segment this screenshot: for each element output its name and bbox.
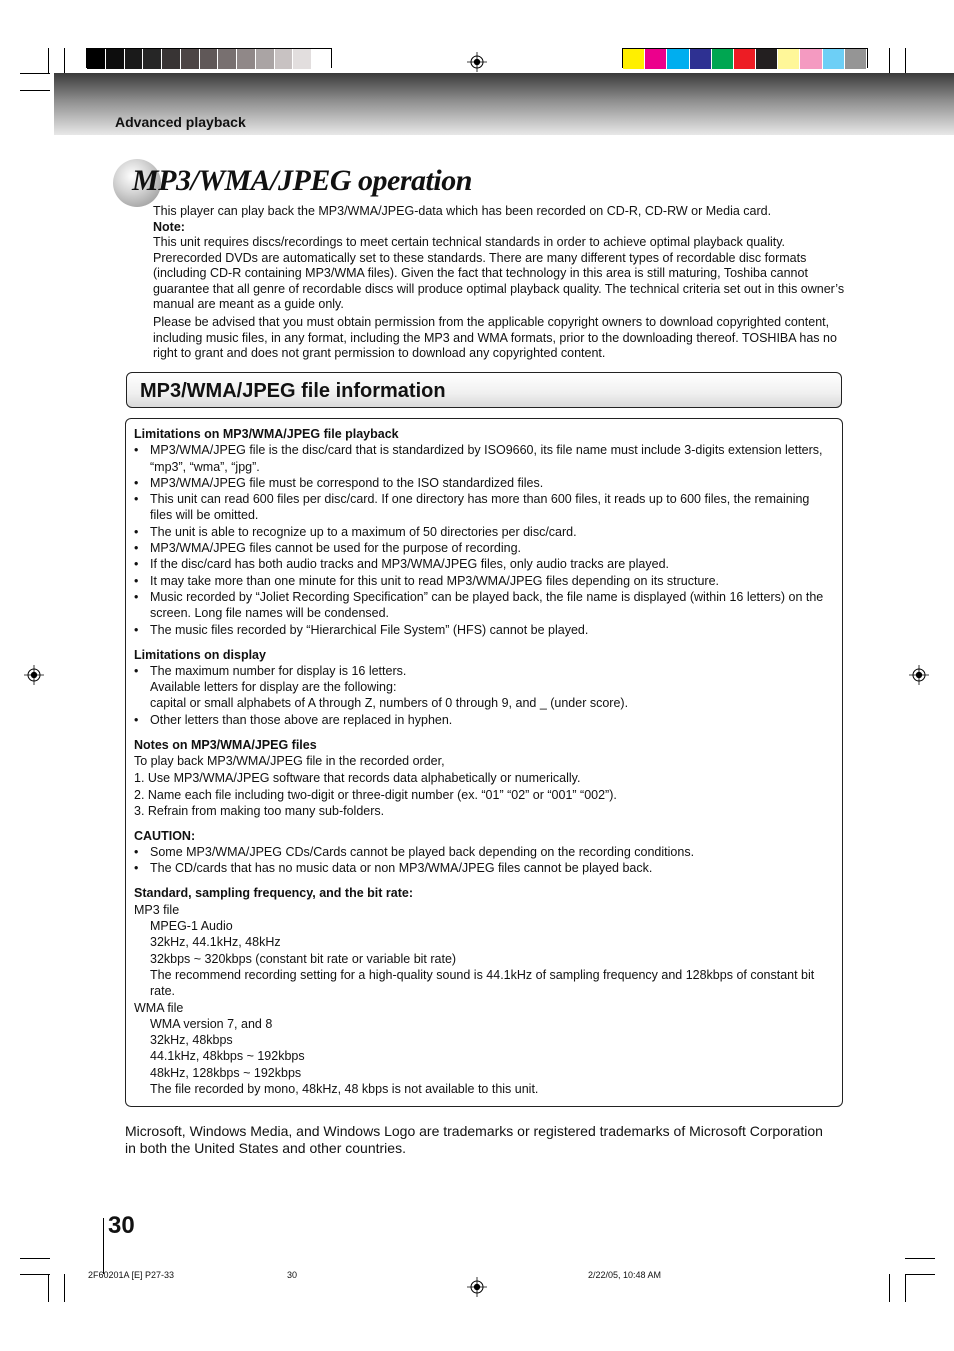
color-swatch (256, 49, 275, 69)
spec-line: 32kbps ~ 320kbps (constant bit rate or variable bit rate) (150, 951, 457, 966)
color-swatch (712, 49, 734, 69)
list-item: • MP3/WMA/JPEG file must be correspond to the ISO standardized files. (134, 475, 544, 490)
color-swatch (143, 49, 162, 69)
registration-mark-icon (467, 1277, 487, 1297)
crop-mark (64, 48, 65, 74)
color-swatch (181, 49, 200, 69)
caution-section (134, 828, 834, 877)
list-item: • The unit is able to recognize up to a maximum of 50 directories per disc/card. (134, 524, 577, 539)
intro-line: This player can play back the MP3/WMA/JPEG-data which has been recorded on CD-R, CD-RW or Media card. (153, 204, 772, 218)
section-heading: Limitations on display (134, 647, 266, 662)
list-item: • MP3/WMA/JPEG file is the disc/card that is standardized by ISO9660, its file name must include 3-digits extension letters, “mp3”, “wma”, “jpg”. (134, 443, 823, 474)
crop-mark (20, 1258, 50, 1259)
section-heading: Standard, sampling frequency, and the bit rate: (134, 886, 413, 901)
file-information-heading: MP3/WMA/JPEG file information (140, 380, 446, 402)
color-swatch (237, 49, 256, 69)
list-item: • The CD/cards that has no music data or non MP3/WMA/JPEG files cannot be played back. (134, 861, 653, 876)
spec-line: 48kHz, 128kbps ~ 192kbps (150, 1065, 302, 1080)
crop-mark (905, 1274, 906, 1302)
color-swatch (690, 49, 712, 69)
color-swatch (845, 49, 867, 69)
list-item: • It may take more than one minute for this unit to read MP3/WMA/JPEG files depending on its structure. (134, 573, 720, 588)
bullet-list (134, 442, 834, 638)
color-swatch (778, 49, 800, 69)
color-swatch (312, 49, 331, 69)
spec-line: WMA version 7, and 8 (150, 1016, 273, 1031)
color-swatch (106, 49, 125, 69)
list-item: • Other letters than those above are replaced in hyphen. (134, 712, 453, 727)
list-item: • This unit can read 600 files per disc/card. If one directory has more than 600 files, it reads up to 600 files, the remaining files will be omitted. (134, 492, 810, 523)
color-swatch (667, 49, 689, 69)
crop-mark (20, 90, 50, 91)
color-swatch (275, 49, 294, 69)
list-item: • MP3/WMA/JPEG files cannot be used for the purpose of recording. (134, 541, 522, 556)
bullet-list (134, 844, 834, 877)
page-number-rule (103, 1218, 104, 1274)
numbered-item: 1. Use MP3/WMA/JPEG software that records data alphabetically or numerically. (134, 771, 581, 786)
trademark-notice: Microsoft, Windows Media, and Windows Logo are trademarks or registered trademarks of Microsoft Corporation in both the United States and other countries. (125, 1123, 823, 1156)
list-item: • Music recorded by “Joliet Recording Specification” can be played back, the file name is displayed (within 16 letters) on the screen. Long file names will be condensed. (134, 589, 824, 621)
list-item: • If the disc/card has both audio tracks and MP3/WMA/JPEG files, only audio tracks are played. (134, 557, 669, 572)
bullet-list (134, 663, 834, 728)
standard-section (134, 885, 834, 1097)
spec-line: 44.1kHz, 48kbps ~ 192kbps (150, 1049, 305, 1064)
color-swatch (200, 49, 219, 69)
footer-timestamp: 2/22/05, 10:48 AM (588, 1270, 662, 1280)
grayscale-calibration-bar (86, 48, 332, 68)
numbered-item: 2. Name each file including two-digit or three-digit number (ex. “01” “02” or “001” “002”). (134, 787, 617, 802)
limitations-display-section (134, 647, 834, 728)
color-swatch (800, 49, 822, 69)
limitations-playback-section (134, 426, 834, 638)
color-swatch (125, 49, 144, 69)
file-information-heading-box (126, 372, 842, 408)
note-paragraph: Please be advised that you must obtain permission from the applicable copyright owners to download copyrighted content, including music files, in any format, including the MP3 and WMA formats, prior to the downloading thereof. TOSHIBA has no right to grant and does not grant permission to download any copyrighted content. (153, 314, 837, 361)
intro-text (153, 203, 848, 362)
section-heading: Limitations on MP3/WMA/JPEG file playback (134, 427, 399, 441)
color-calibration-bar (622, 48, 868, 68)
crop-mark (889, 48, 890, 74)
spec-line: The recommend recording setting for a high-quality sound is 44.1kHz of sampling frequency and 128kbps of constant bit rate. (150, 967, 815, 999)
color-swatch (162, 49, 181, 69)
crop-mark (905, 48, 906, 74)
color-swatch (756, 49, 778, 69)
list-item: • The music files recorded by “Hierarchical File System” (HFS) cannot be played. (134, 622, 589, 637)
crop-mark (905, 1258, 935, 1259)
registration-mark-icon (909, 665, 929, 685)
section-heading: Notes on MP3/WMA/JPEG files (134, 737, 317, 752)
registration-mark-icon (24, 665, 44, 685)
spec-line: The file recorded by mono, 48kHz, 48 kbps is not available to this unit. (150, 1082, 539, 1097)
footer-page: 30 (287, 1270, 298, 1280)
color-swatch (823, 49, 845, 69)
color-swatch (218, 49, 237, 69)
spec-line: 32kHz, 48kbps (150, 1033, 233, 1048)
crop-mark (889, 1274, 890, 1302)
crop-mark (64, 1274, 65, 1302)
color-swatch (87, 49, 106, 69)
list-item: • The maximum number for display is 16 letters. Available letters for display are the following: capital or small alphabets of A through Z, numbers of 0 through 9, and _ (under score). (134, 663, 629, 711)
color-swatch (623, 49, 645, 69)
crop-mark (905, 1274, 935, 1275)
numbered-item: 3. Refrain from making too many sub-folders. (134, 803, 385, 818)
file-information-content (134, 426, 834, 1106)
crop-mark (48, 48, 49, 74)
page-number: 30 (108, 1212, 135, 1239)
section-heading: CAUTION: (134, 828, 196, 843)
page-title: MP3/WMA/JPEG operation (132, 164, 472, 197)
crop-mark (20, 73, 50, 74)
wma-label: WMA file (134, 1000, 184, 1015)
notes-intro: To play back MP3/WMA/JPEG file in the recorded order, (134, 754, 445, 769)
mp3-label: MP3 file (134, 902, 180, 917)
section-label: Advanced playback (115, 114, 246, 130)
footer-file-id: 2F60201A [E] P27-33 (88, 1270, 175, 1280)
color-swatch (293, 49, 312, 69)
crop-mark (48, 1274, 49, 1302)
notes-files-section (134, 737, 834, 819)
crop-mark (20, 1274, 50, 1275)
spec-line: MPEG-1 Audio (150, 919, 233, 934)
list-item: • Some MP3/WMA/JPEG CDs/Cards cannot be played back depending on the recording conditions. (134, 845, 695, 860)
note-label: Note: (153, 220, 185, 234)
color-swatch (734, 49, 756, 69)
color-swatch (645, 49, 667, 69)
note-paragraph: This unit requires discs/recordings to meet certain technical standards in order to achieve optimal playback quality. Prerecorded DVDs are automatically set to these standards. There are many different types of recordable disc formats (including CD-R containing MP3/WMA files). Given the fact that technology in this area is still maturing, Toshiba cannot guarantee that all genre of recordable discs will produce optimal playback quality. The technical criteria set out in this owner’s manual are meant as a guide only. (153, 235, 845, 312)
spec-line: 32kHz, 44.1kHz, 48kHz (150, 935, 281, 950)
registration-mark-icon (467, 52, 487, 72)
